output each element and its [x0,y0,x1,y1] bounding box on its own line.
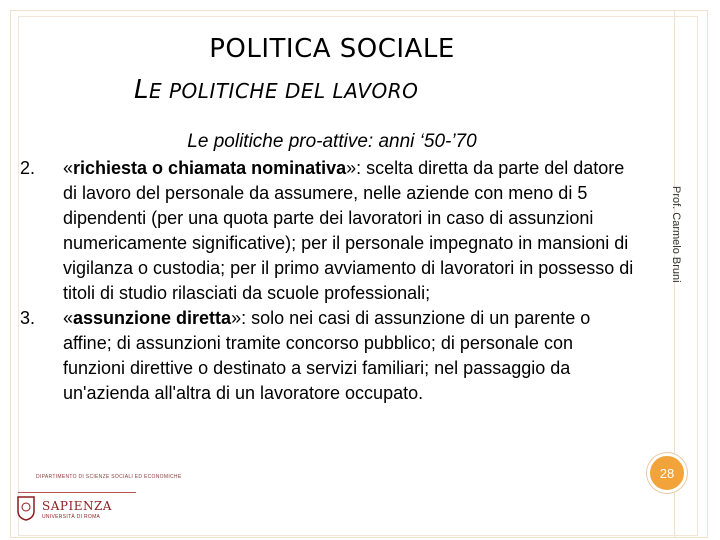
item-number: 2. [20,158,36,178]
subtitle-first-letter: L [134,75,149,105]
department-name: DIPARTIMENTO DI SCIENZE SOCIALI ED ECONOMICHE [36,474,182,480]
slide-title: POLITICA SOCIALE [209,34,455,64]
list-item [20,306,636,406]
item-keyword: richiesta o chiamata nominativa [73,158,347,178]
seal-icon [16,495,36,521]
subtitle-rest: E POLITICHE DEL LAVORO [149,79,419,103]
page-number-badge: 28 [647,453,687,493]
list-item [20,156,636,306]
slide-subtitle-heading [134,75,418,105]
university-subtitle: UNIVERSITÀ DI ROMA [42,514,101,520]
item-description: : scelta diretta da parte del datore di lavoro del personale da assumere, nelle aziende con meno di 5 dipendenti (per una quota parte dei lavoratori in caso di assunzioni numericamente significative); per il personale impegnato in mansioni di vigilanza o custodia; per il primo avviamento di lavoratori in possesso di titoli di studio rilasciati da scuole professionali; [63,158,634,303]
logo-divider [18,492,136,493]
section-heading: Le politiche pro-attive: anni ‘50-’70 [187,131,477,152]
author-credit: Prof. Carmelo Bruni [670,186,682,283]
body-list [20,156,636,406]
university-name: SAPIENZA [42,499,112,513]
item-number: 3. [20,308,36,328]
item-text: «assunzione diretta»: solo nei casi di assunzione di un parente o affine; di assunzioni tramite concorso pubblico; di personale con funzioni direttive o destinato a servizi familiari; nel passaggio da un'azienda all'altra di un lavoratore occupato. [63,308,591,403]
item-keyword: assunzione diretta [73,308,232,328]
item-text: «richiesta o chiamata nominativa»: scelta diretta da parte del datore di lavoro del personale da assumere, nelle aziende con meno di 5 dipendenti (per una quota parte dei lavoratori in caso di assunzioni numericamente significative); per il personale impegnato in mansioni di vigilanza o custodia; per il primo avviamento di lavoratori in possesso di titoli di studio rilasciati da scuole professionali; [63,158,634,303]
university-logo [10,470,210,530]
item-description: : solo nei casi di assunzione di un parente o affine; di assunzioni tramite concorso pubblico; di personale con funzioni direttive o destinato a servizi familiari; nel passaggio da un'azienda all'altra di un lavoratore occupato. [63,308,591,403]
